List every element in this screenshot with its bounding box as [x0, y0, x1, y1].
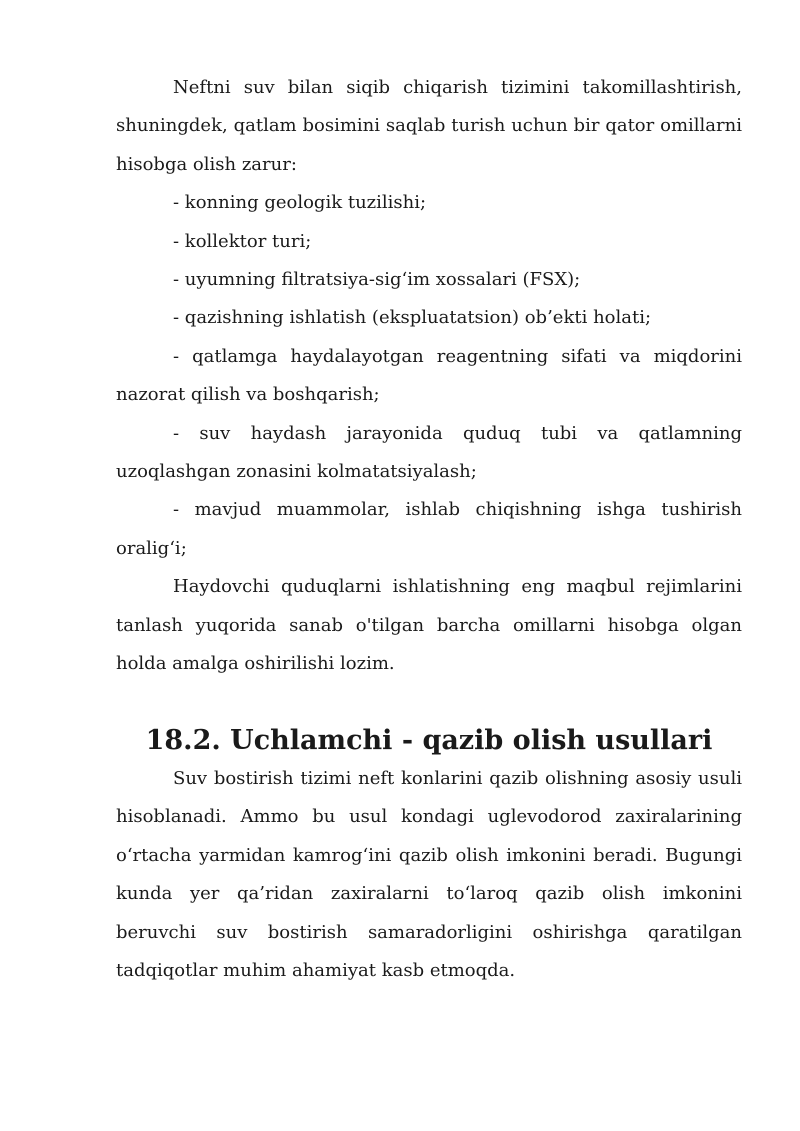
- intro-paragraph: Neftni suv bilan siqib chiqarish tizimini takomillashtirish, shuningdek, qatlam bosimini saqlab turish uchun bir qator omillarni hisobga olish zarur:: [116, 77, 742, 175]
- conclusion-paragraph: Haydovchi quduqlarni ishlatishning eng maqbul rejimlarini tanlash yuqorida sanab o'tilgan barcha omillarni hisobga olgan holda amalga oshirilishi lozim.: [116, 576, 742, 675]
- factor-item-geology: - konning geologik tuzilishi;: [173, 192, 427, 214]
- factor-item-fsx: - uyumning filtratsiya-sig‘im xossalari (FSX);: [173, 269, 581, 291]
- factor-item-collector: - kollektor turi;: [173, 230, 312, 252]
- section-heading: 18.2. Uchlamchi - qazib olish usullari: [145, 724, 713, 756]
- factor-item-problems: - mavjud muammolar, ishlab chiqishning ishga tushirish oralig‘i;: [116, 499, 742, 559]
- factor-item-reagent-control: - qatlamga haydalayotgan reagentning sifati va miqdorini nazorat qilish va boshqarish;: [116, 345, 742, 406]
- document-page: [116, 69, 742, 990]
- factor-item-colmatation: - suv haydash jarayonida quduq tubi va qatlamning uzoqlashgan zonasini kolmatatsiyalash;: [116, 422, 742, 483]
- section-body-paragraph: Suv bostirish tizimi neft konlarini qazib olishning asosiy usuli hisoblanadi. Ammo bu usul kondagi uglevodorod zaxiralarining o‘rtacha yarmidan kamrog‘ini qazib olish imkonini beradi. Bugungi kunda yer qa’ridan zaxiralarni to‘laroq qazib olish imkonini beruvchi suv bostirish samaradorligini oshirishga qaratilgan tadqiqotlar muhim ahamiyat kasb etmoqda.: [116, 767, 742, 981]
- factor-item-object-state: - qazishning ishlatish (ekspluatatsion) ob’ekti holati;: [173, 307, 652, 329]
- section-spacer: [116, 684, 742, 722]
